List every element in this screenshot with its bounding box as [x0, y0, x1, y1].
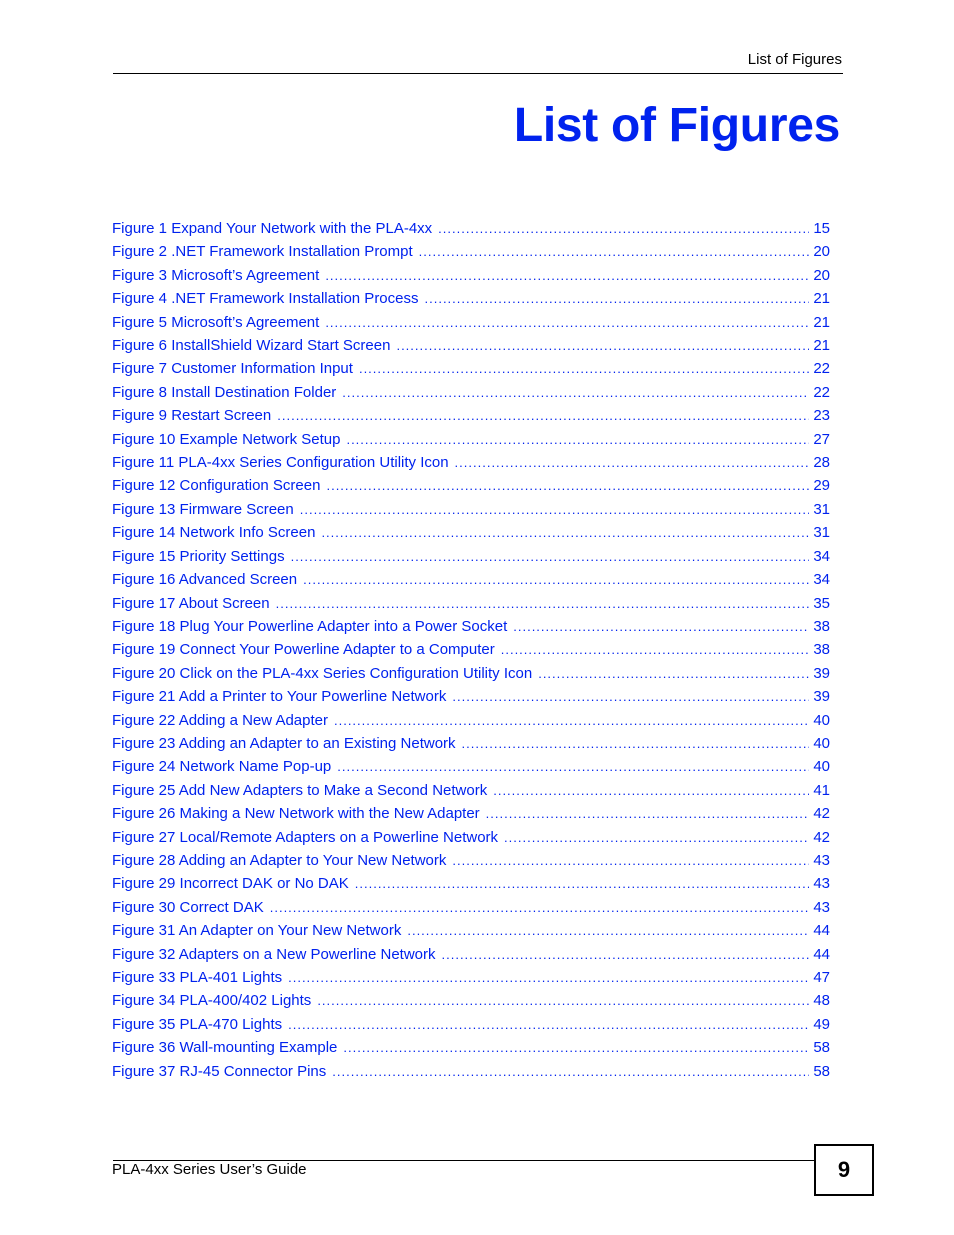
figure-entry-link[interactable]: [112, 919, 830, 942]
figure-entry-title: Figure 30 Correct DAK: [112, 898, 264, 916]
figure-entry-title: Figure 18 Plug Your Powerline Adapter into a Power Socket: [112, 617, 508, 635]
footer-guide-title: PLA-4xx Series User’s Guide: [112, 1161, 307, 1178]
figure-entry-page: 21: [813, 337, 830, 355]
figure-entry-page: 35: [813, 594, 830, 612]
figure-entry-link[interactable]: [112, 287, 830, 310]
figure-entry-title: Figure 26 Making a New Network with the New Adapter: [112, 805, 480, 823]
figure-entry-link[interactable]: [112, 732, 830, 755]
figure-entry-page: 40: [813, 711, 830, 729]
figure-entry-link[interactable]: [112, 545, 830, 568]
figure-entry-page: 40: [813, 758, 830, 776]
figure-entry-page: 43: [813, 898, 830, 916]
dot-leader: [303, 568, 809, 591]
dot-leader: [270, 896, 810, 919]
figure-entry-page: 23: [813, 407, 830, 425]
figure-entry-page: 34: [813, 571, 830, 589]
figure-entry-page: 21: [813, 313, 830, 331]
figure-entry-link[interactable]: [112, 474, 830, 497]
figure-entry-page: 58: [813, 1062, 830, 1080]
dot-leader: [326, 474, 809, 497]
figure-entry-title: Figure 32 Adapters on a New Powerline Network: [112, 945, 436, 963]
figure-entry-page: 27: [813, 430, 830, 448]
figure-entry-title: Figure 33 PLA-401 Lights: [112, 969, 283, 986]
figure-entry-title: Figure 15 Priority Settings: [112, 547, 285, 565]
dot-leader: [504, 826, 809, 849]
figure-entry-page: 44: [813, 922, 830, 940]
figure-entry-link[interactable]: [112, 240, 830, 263]
figure-entry-link[interactable]: [112, 498, 830, 521]
figure-entry-link[interactable]: [112, 966, 830, 989]
dot-leader: [513, 615, 809, 638]
dot-leader: [317, 989, 809, 1012]
figure-entry-link[interactable]: [112, 404, 830, 427]
figure-entry-link[interactable]: [112, 521, 830, 544]
page-title: List of Figures: [513, 99, 840, 152]
figure-entry-link[interactable]: [112, 709, 830, 732]
figure-entry-link[interactable]: [112, 311, 830, 334]
figure-entry-link[interactable]: [112, 685, 830, 708]
figure-entry-title: Figure 27 Local/Remote Adapters on a Powerline Network: [112, 828, 499, 846]
figure-entry-title: Figure 14 Network Info Screen: [112, 524, 316, 542]
figure-entry-title: Figure 4 .NET Framework Installation Process: [112, 290, 419, 308]
figure-entry-link[interactable]: [112, 451, 830, 474]
dot-leader: [462, 732, 810, 755]
dot-leader: [346, 428, 809, 451]
dot-leader: [407, 919, 809, 942]
dot-leader: [337, 755, 809, 778]
figure-entry-title: Figure 12 Configuration Screen: [112, 477, 321, 495]
dot-leader: [501, 638, 810, 661]
dot-leader: [538, 662, 809, 685]
figure-entry-title: Figure 13 Firmware Screen: [112, 500, 294, 518]
figure-entry-page: 22: [813, 383, 830, 401]
dot-leader: [425, 287, 810, 310]
figure-entry-page: 31: [813, 500, 830, 518]
figure-entry-title: Figure 17 About Screen: [112, 594, 270, 612]
figure-entry-title: Figure 21 Add a Printer to Your Powerline Network: [112, 688, 447, 706]
figure-entry-title: Figure 10 Example Network Setup: [112, 430, 341, 448]
figure-entry-title: Figure 20 Click on the PLA-4xx Series Configuration Utility Icon: [112, 664, 533, 682]
dot-leader: [455, 451, 810, 474]
figure-entry-page: 28: [813, 454, 830, 472]
figure-entry-page: 29: [813, 477, 830, 495]
page-number: 9: [814, 1144, 874, 1196]
dot-leader: [438, 217, 809, 240]
figure-entry-link[interactable]: [112, 1060, 830, 1083]
figure-entry-link[interactable]: [112, 896, 830, 919]
figure-entry-page: 31: [813, 524, 830, 542]
figure-entry-title: Figure 1 Expand Your Network with the PLA-4xx: [112, 220, 433, 237]
figure-entry-link[interactable]: [112, 1013, 830, 1036]
dot-leader: [442, 943, 810, 966]
figure-entry-title: Figure 24 Network Name Pop-up: [112, 758, 332, 776]
figure-entry-title: Figure 34 PLA-400/402 Lights: [112, 992, 312, 1010]
figure-entry-page: 39: [813, 664, 830, 682]
figure-entry-page: 42: [813, 805, 830, 823]
figure-entry-link[interactable]: [112, 943, 830, 966]
figure-entry-title: Figure 36 Wall-mounting Example: [112, 1039, 338, 1057]
figure-entry-page: 38: [813, 641, 830, 659]
dot-leader: [486, 802, 810, 825]
dot-leader: [342, 381, 809, 404]
figure-entry-title: Figure 3 Microsoft’s Agreement: [112, 266, 320, 284]
figure-entry-link[interactable]: [112, 638, 830, 661]
dot-leader: [321, 521, 809, 544]
figure-entry-title: Figure 25 Add New Adapters to Make a Second Network: [112, 781, 488, 799]
figure-entry-link[interactable]: [112, 779, 830, 802]
figure-list: [112, 217, 830, 1083]
dot-leader: [419, 240, 810, 263]
figure-entry-link[interactable]: [112, 872, 830, 895]
figure-entry-page: 47: [813, 969, 830, 986]
figure-entry-page: 48: [813, 992, 830, 1010]
dot-leader: [288, 966, 809, 989]
header-rule: [113, 73, 843, 74]
figure-entry-link[interactable]: [112, 381, 830, 404]
dot-leader: [277, 404, 809, 427]
figure-entry-link[interactable]: [112, 428, 830, 451]
figure-entry-page: 49: [813, 1015, 830, 1033]
dot-leader: [334, 709, 809, 732]
figure-entry-title: Figure 29 Incorrect DAK or No DAK: [112, 875, 349, 893]
dot-leader: [452, 849, 809, 872]
figure-entry-page: 41: [813, 781, 830, 799]
figure-entry-page: 42: [813, 828, 830, 846]
figure-entry-link[interactable]: [112, 568, 830, 591]
dot-leader: [291, 545, 810, 568]
dot-leader: [276, 592, 810, 615]
dot-leader: [325, 264, 809, 287]
dot-leader: [288, 1013, 809, 1036]
figure-entry-page: 40: [813, 734, 830, 752]
figure-entry-link[interactable]: [112, 357, 830, 380]
dot-leader: [325, 311, 809, 334]
dot-leader: [332, 1060, 809, 1083]
figure-entry-link[interactable]: [112, 264, 830, 287]
figure-entry-page: 22: [813, 360, 830, 378]
figure-entry-title: Figure 11 PLA-4xx Series Configuration Utility Icon: [112, 454, 449, 472]
dot-leader: [359, 357, 809, 380]
figure-entry-link[interactable]: [112, 826, 830, 849]
dot-leader: [452, 685, 809, 708]
figure-entry-page: 43: [813, 851, 830, 869]
figure-entry-page: 44: [813, 945, 830, 963]
figure-entry-title: Figure 37 RJ-45 Connector Pins: [112, 1062, 327, 1080]
figure-entry-title: Figure 2 .NET Framework Installation Prompt: [112, 243, 413, 261]
figure-entry-page: 20: [813, 243, 830, 261]
running-header: List of Figures: [747, 51, 842, 68]
figure-entry-link[interactable]: [112, 334, 830, 357]
figure-entry-link[interactable]: [112, 662, 830, 685]
figure-entry-link[interactable]: [112, 592, 830, 615]
figure-entry-page: 34: [813, 547, 830, 565]
figure-entry-link[interactable]: [112, 989, 830, 1012]
figure-entry-page: 20: [813, 266, 830, 284]
figure-entry-link[interactable]: [112, 217, 830, 240]
dot-leader: [343, 1036, 809, 1059]
figure-entry-page: 15: [813, 220, 830, 237]
figure-entry-link[interactable]: [112, 849, 830, 872]
figure-entry-title: Figure 6 InstallShield Wizard Start Screen: [112, 337, 391, 355]
figure-entry-title: Figure 22 Adding a New Adapter: [112, 711, 328, 729]
figure-entry-link[interactable]: [112, 615, 830, 638]
figure-entry-title: Figure 8 Install Destination Folder: [112, 383, 337, 401]
figure-entry-page: 43: [813, 875, 830, 893]
figure-entry-link[interactable]: [112, 1036, 830, 1059]
figure-entry-title: Figure 16 Advanced Screen: [112, 571, 298, 589]
figure-entry-title: Figure 9 Restart Screen: [112, 407, 272, 425]
figure-entry-link[interactable]: [112, 802, 830, 825]
dot-leader: [396, 334, 809, 357]
figure-entry-link[interactable]: [112, 755, 830, 778]
dot-leader: [355, 872, 810, 895]
figure-entry-page: 21: [813, 290, 830, 308]
figure-entry-title: Figure 7 Customer Information Input: [112, 360, 353, 378]
figure-entry-title: Figure 23 Adding an Adapter to an Existing Network: [112, 734, 456, 752]
dot-leader: [493, 779, 809, 802]
figure-entry-page: 39: [813, 688, 830, 706]
figure-entry-title: Figure 28 Adding an Adapter to Your New Network: [112, 851, 447, 869]
figure-entry-title: Figure 31 An Adapter on Your New Network: [112, 922, 402, 940]
dot-leader: [300, 498, 810, 521]
figure-entry-title: Figure 19 Connect Your Powerline Adapter to a Computer: [112, 641, 495, 659]
figure-entry-page: 58: [813, 1039, 830, 1057]
figure-entry-title: Figure 35 PLA-470 Lights: [112, 1015, 283, 1033]
figure-entry-page: 38: [813, 617, 830, 635]
figure-entry-title: Figure 5 Microsoft’s Agreement: [112, 313, 320, 331]
